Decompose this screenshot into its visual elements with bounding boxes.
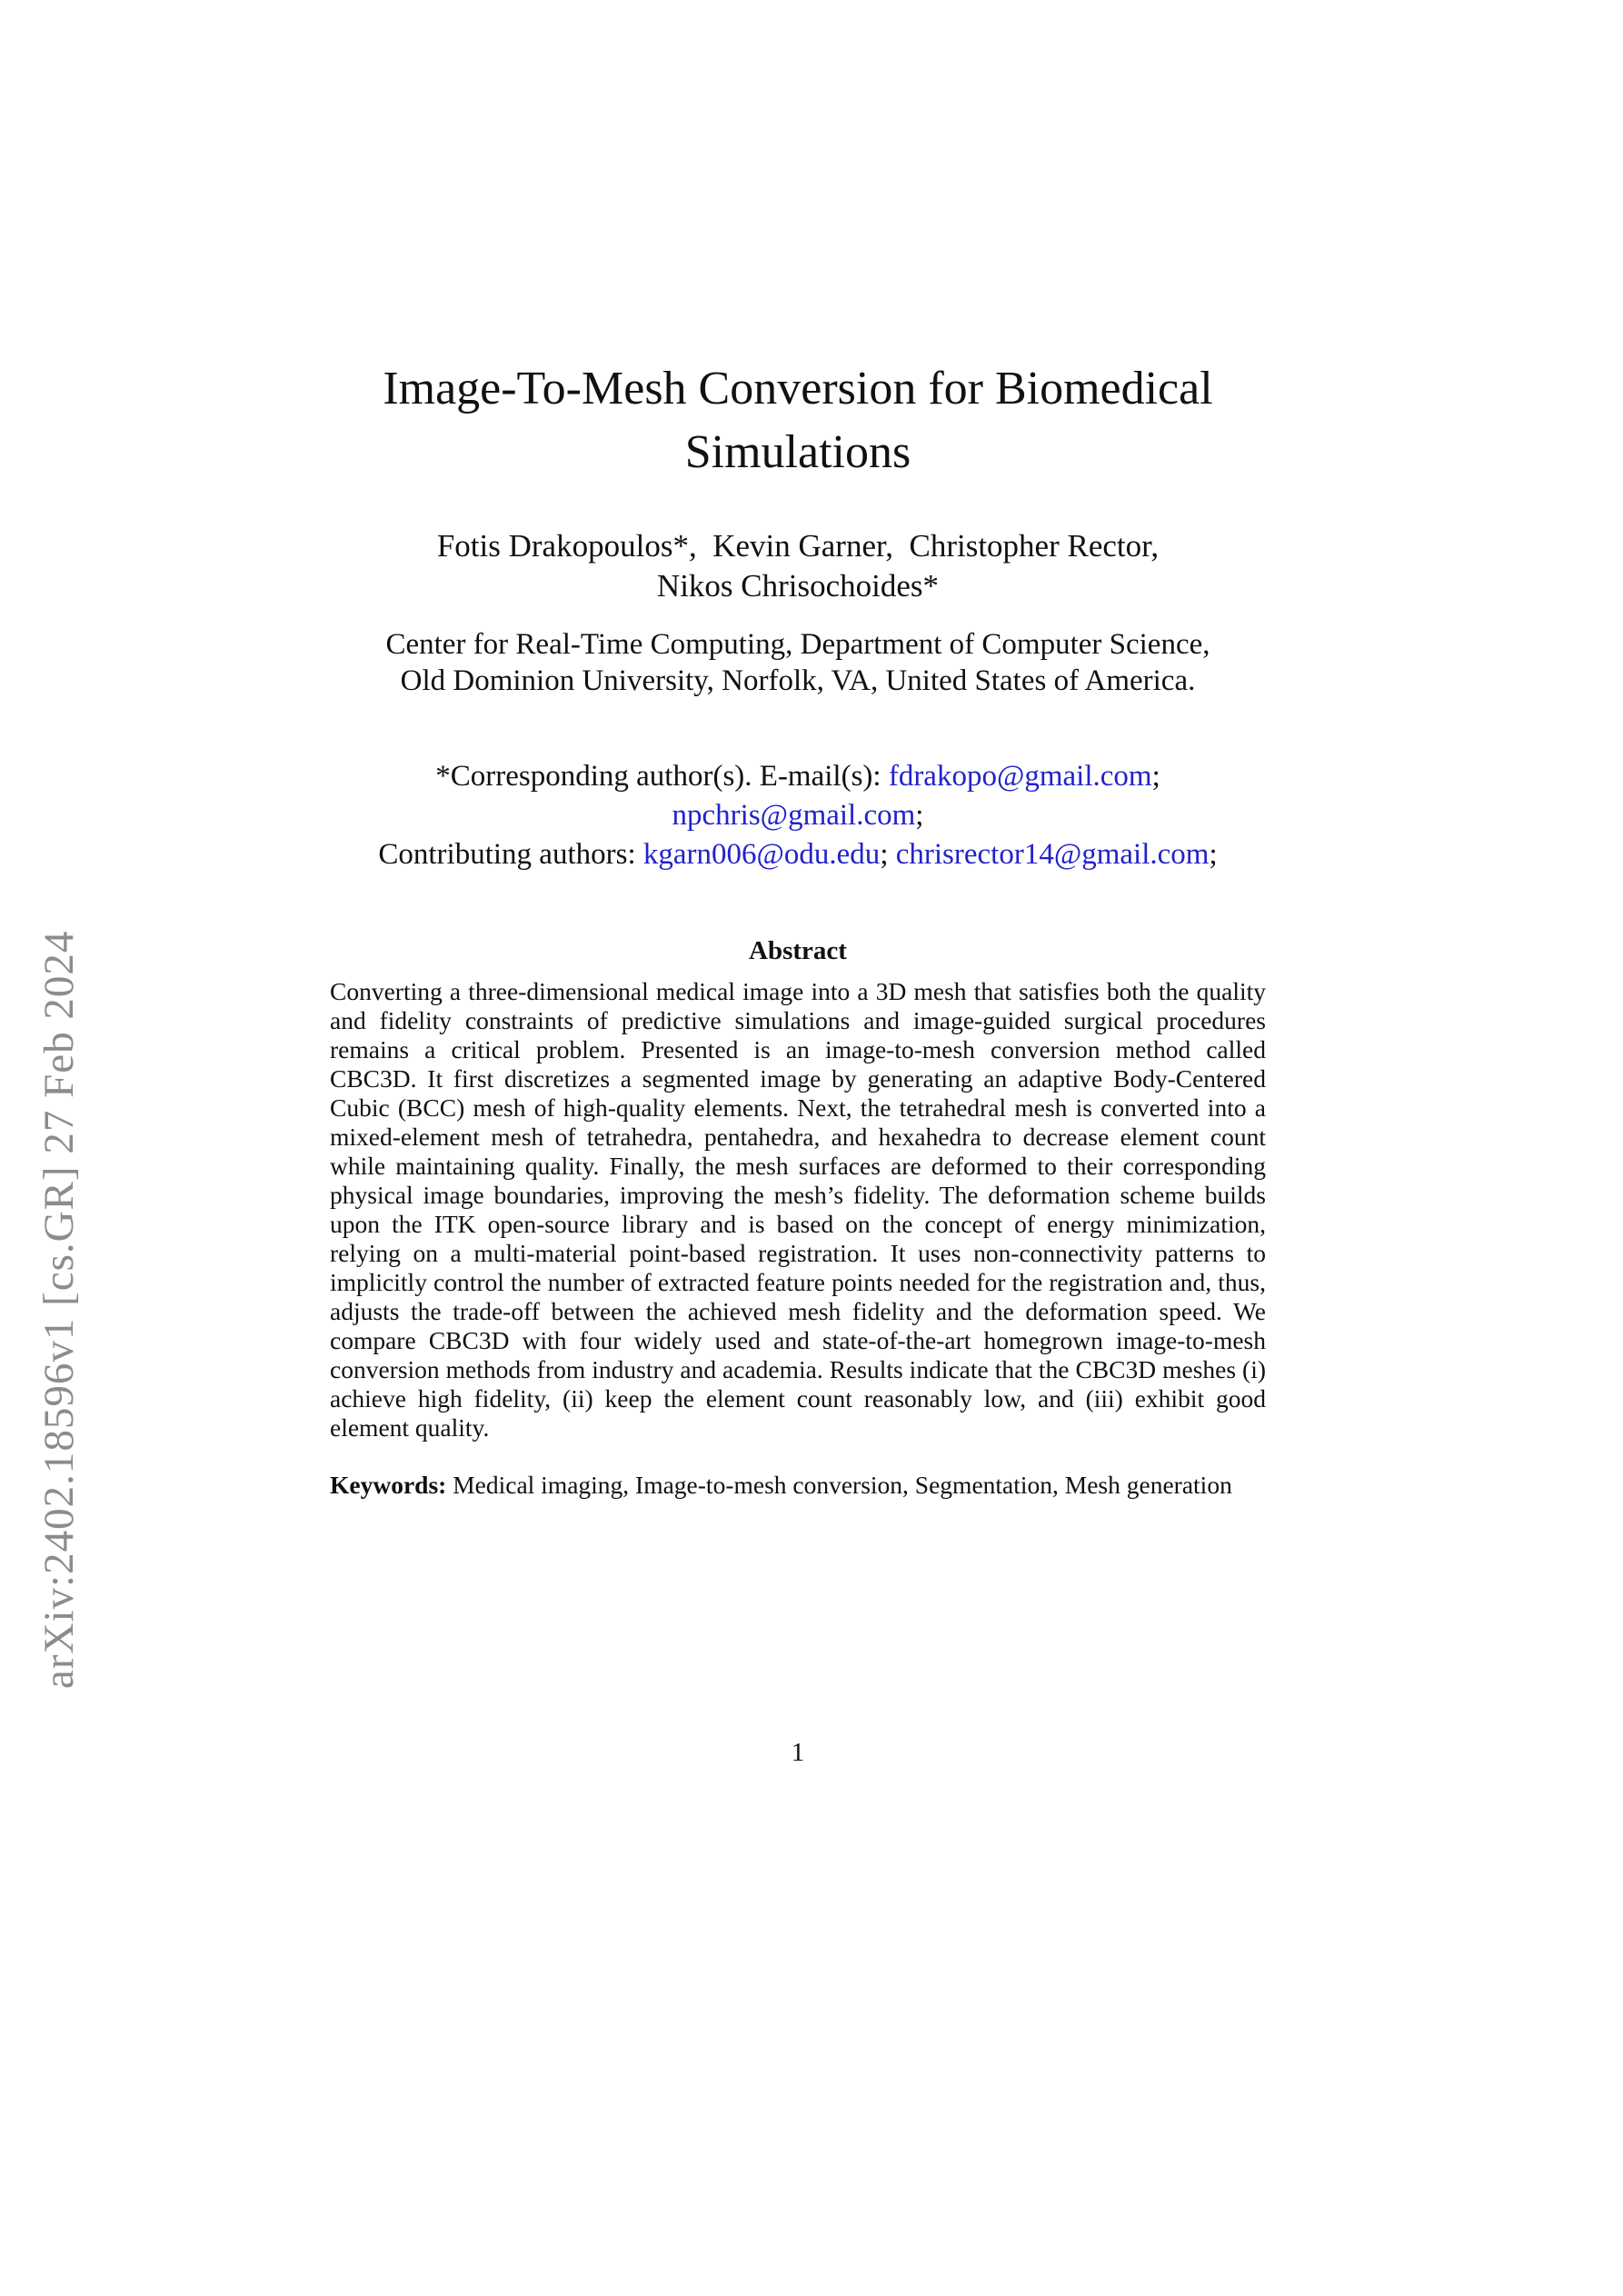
keywords-block bbox=[330, 1470, 1266, 1500]
correspondence-line-3 bbox=[330, 835, 1266, 874]
correspondence-block bbox=[330, 757, 1266, 874]
affiliation-line-1: Center for Real-Time Computing, Department of Computer Science, bbox=[385, 628, 1210, 661]
authors-line-1: Fotis Drakopoulos*, Kevin Garner, Christopher Rector, bbox=[436, 528, 1160, 564]
authors-block bbox=[330, 526, 1266, 606]
correspondence-line-1 bbox=[330, 757, 1266, 796]
authors-line-2: Nikos Chrisochoides* bbox=[656, 568, 940, 604]
keywords-text: Medical imaging, Image-to-mesh conversion, Segmentation, Mesh generation bbox=[446, 1471, 1232, 1499]
email-link-fdrakopo[interactable]: fdrakopo@gmail.com bbox=[888, 760, 1152, 793]
contributing-authors-label: Contributing authors: bbox=[378, 838, 643, 871]
separator: ; bbox=[1209, 838, 1218, 871]
corresponding-author-label: *Corresponding author(s). E-mail(s): bbox=[435, 760, 889, 793]
affiliation-block bbox=[330, 626, 1266, 699]
separator: ; bbox=[880, 838, 896, 871]
page-number: 1 bbox=[791, 1738, 805, 1767]
email-link-npchris[interactable]: npchris@gmail.com bbox=[672, 799, 916, 832]
paper-title: Image-To-Mesh Conversion for Biomedical Simulations bbox=[383, 363, 1213, 478]
keywords-label: Keywords: bbox=[330, 1471, 447, 1499]
abstract-heading: Abstract bbox=[749, 936, 847, 965]
email-link-chrisrector14[interactable]: chrisrector14@gmail.com bbox=[895, 838, 1210, 871]
separator: ; bbox=[1151, 760, 1160, 793]
correspondence-line-2 bbox=[330, 796, 1266, 835]
arxiv-watermark: arXiv:2402.18596v1 [cs.GR] 27 Feb 2024 bbox=[35, 930, 83, 1689]
separator: ; bbox=[915, 799, 924, 832]
email-link-kgarn006[interactable]: kgarn006@odu.edu bbox=[642, 838, 881, 871]
paper-content bbox=[330, 357, 1266, 1500]
affiliation-line-2: Old Dominion University, Norfolk, VA, United States of America. bbox=[400, 664, 1196, 697]
abstract-text: Converting a three-dimensional medical image into a 3D mesh that satisfies both the quality and fidelity constraints of predictive simulations and image-guided surgical procedures remains a critical problem. Presented is an image-to-mesh conversion method called CBC3D. It first discretizes a segmented image by generating an adaptive Body-Centered Cubic (BCC) mesh of high-quality elements. Next, the tetrahedral mesh is converted into a mixed-element mesh of tetrahedra, pentahedra, and hexahedra to decrease element count while maintaining quality. Finally, the mesh surfaces are deformed to their corresponding physical image boundaries, improving the mesh’s fidelity. The deformation scheme builds upon the ITK open-source library and is based on the concept of energy minimization, relying on a multi-material point-based registration. It uses non-connectivity patterns to implicitly control the number of extracted feature points needed for the registration and, thus, adjusts the trade-off between the achieved mesh fidelity and the deformation speed. We compare CBC3D with four widely used and state-of-the-art homegrown image-to-mesh conversion methods from industry and academia. Results indicate that the CBC3D meshes (i) achieve high fidelity, (ii) keep the element count reasonably low, and (iii) exhibit good element quality. bbox=[330, 977, 1266, 1442]
